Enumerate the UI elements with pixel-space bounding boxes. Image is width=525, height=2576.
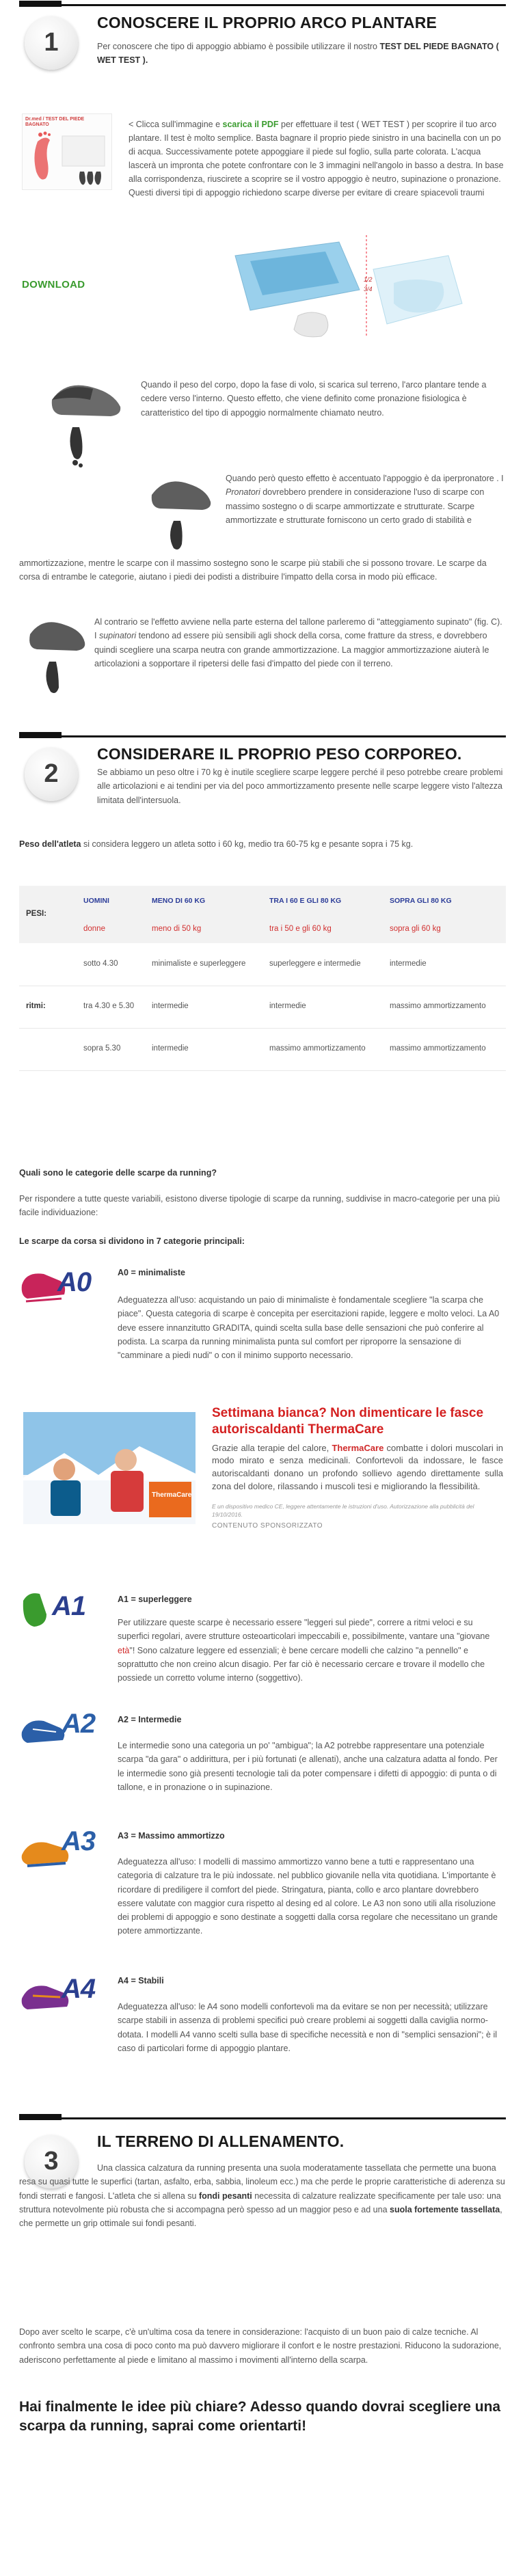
category-title-a2: A2 = Intermedie: [118, 1715, 182, 1724]
a2-badge: [19, 1709, 108, 1757]
table-cell: massimo ammortizzamento: [390, 1002, 486, 1011]
ad-title[interactable]: Settimana bianca? Non dimenticare le fasce autoriscaldanti ThermaCare: [212, 1406, 484, 1437]
weight-rhythm-table: [19, 886, 506, 1071]
footprint-icon: [23, 114, 113, 191]
ad-content: [212, 1405, 503, 1532]
table-cell: superleggere e intermedie: [269, 959, 361, 968]
section-title: CONOSCERE IL PROPRIO ARCO PLANTARE: [97, 14, 438, 31]
table-cell: tra i 50 e gli 60 kg: [269, 925, 332, 934]
foot-mat-illustration: [230, 228, 468, 344]
ad-image: [23, 1412, 196, 1524]
weight-definition: [19, 837, 506, 851]
table-row: [19, 943, 506, 986]
mat-label-half: 1/2: [364, 276, 373, 283]
sheet-header: Dr.med / TEST DEL PIEDE BAGNATO: [25, 117, 85, 127]
supinator-post: tendono ad essere più sensibili agli shock della corsa, come fratture da stress, e dovrebbero quindi scegliere una scarpa neutra con grande ammortizzazione. La maggior ammortizzazione aiuterà le articolazioni a sopportare il ripetersi delle fasi d'impatto del piede con il terreno.: [94, 631, 489, 668]
table-row: [19, 986, 506, 1028]
a1-text-pre: Per utilizzare queste scarpe è necessario essere "leggeri sul piede", correre a ritmi veloci e su superfici regolari, avere strutture osteoarticolari impeccabili e, possibilmente, vantare una "giovane: [118, 1618, 490, 1642]
table-cell: tra 4.30 e 5.30: [83, 1002, 135, 1011]
table-cell: intermedie: [152, 1002, 189, 1011]
neutral-foot-text: Quando il peso del corpo, dopo la fase di volo, si scarica sul terreno, l'arco plantare tende a cedere verso l'interno. Questo effetto, che viene definito come pronazione fisiologica è caratteristico del tipo di appoggio normalmente chiamato neutro.: [141, 380, 487, 418]
category-text-a1: [118, 1616, 506, 1685]
category-title-a1: A1 = superleggere: [118, 1595, 192, 1604]
table-header: SOPRA GLI 80 KG: [390, 896, 452, 905]
category-badge-a3: A3: [62, 1826, 96, 1856]
section-lead: [97, 40, 504, 68]
row-label-pesi: PESI:: [26, 910, 47, 919]
category-text-a4: Adeguatezza all'uso: le A4 sono modelli confortevoli ma da evitare se non per necessità; utilizzare scarpe stabili in assenza di problemi specifici può creare problemi ai soggetti dalla caviglia normo-dotata. I modelli A4 vanno scelti sulla base di specifiche necessità e non di "semplici sensazioni"; è il caso di particolari forme di appoggio plantare.: [118, 2002, 498, 2053]
category-title-a0: A0 = minimaliste: [118, 1268, 185, 1277]
wet-test-instructions: [129, 118, 506, 200]
ad-brand: ThermaCare: [332, 1442, 384, 1453]
pronator-foot-image: [146, 470, 215, 556]
weight-bold: Peso dell'atleta: [19, 839, 81, 849]
supinator-em: supinatori: [98, 631, 137, 641]
closing-heading: Hai finalmente le idee più chiare? Adesso quando dovrai scegliere una scarpa da running, saprai come orientarti!: [19, 2399, 501, 2435]
neutral-foot-image: [45, 372, 126, 475]
table-cell: intermedie: [152, 1044, 189, 1053]
terrain-bold-2: suola fortemente tassellata: [390, 2204, 500, 2214]
supinator-text: [94, 615, 506, 670]
a1-text-red: età: [118, 1645, 130, 1655]
row-label-ritmi: ritmi:: [26, 1002, 46, 1011]
section-divider: [19, 735, 506, 737]
table-cell: massimo ammortizzamento: [390, 1044, 486, 1053]
wet-test-mat-image: [230, 228, 468, 344]
pronator-text-full: ammortizzazione, mentre le scarpe con il massimo sostegno sono le scarpe più stabili che si possono trovare. Le scarpe da corsa di entrambe le categorie, aiutano i piedi dei podisti a distribuire l'impatto della corsa in modo più efficace.: [19, 558, 487, 582]
ad-disclaimer: E un dispositivo medico CE, leggere attentamente le istruzioni d'uso. Autorizzazione alla pubblicità del 19/10/2016.: [212, 1502, 474, 1518]
ad-sponsored-label: CONTENUTO SPONSORIZZATO: [212, 1521, 323, 1530]
table-cell: massimo ammortizzamento: [269, 1044, 366, 1053]
pronator-post: dovrebbero prendere in considerazione l'uso di scarpe con massimo sostegno o di scarpe ammortizzate e strutturate. Scarpe ammortizzate e strutturate forniscono un certo grado di stabilità e: [226, 487, 485, 525]
pronator-text: [226, 472, 506, 527]
section-lead: Se abbiamo un peso oltre i 70 kg è inutile scegliere scarpe leggere perché il peso potrebbe creare problemi alle articolazioni e ai tendini per via del poco ammortizzamento presente nelle scarpe leggere visto l'altezza limitata dell'intersuola.: [97, 768, 503, 805]
mat-label-three-quarters: 3/4: [364, 286, 373, 293]
a1-text-post: "! Sono calzature leggere ed essenziali; è bene cercare modelli che calzino "a pennello" e soprattutto che non creino alcun disagio. Per far ciò è necessario cercare e trovare il modello che possiede un corretto volume interno (soggettivo).: [118, 1645, 485, 1683]
terrain-pre: Una classica calzatura da running presenta una suola moderatamente tassellata che permette una buona resa su quasi tutte le superfici (tartan, asfalto, erba, sabbia, linoleum ecc.) ma che perde le proprie caratteristiche di aderenza su fondi sterrati e fangosi. L'atleta che si allena su: [19, 2163, 505, 2201]
table-cell-empty: [19, 1028, 77, 1070]
sponsored-ad[interactable]: [19, 1404, 506, 1565]
table-cell: intermedie: [269, 1002, 306, 1011]
category-badge-a2: A2: [62, 1709, 96, 1739]
table-cell: minimaliste e superleggere: [152, 959, 246, 968]
table-women-row: [19, 916, 506, 943]
pronator-pre: Quando però questo effetto è accentuato l'appoggio è da iperpronatore . I: [226, 474, 504, 483]
socks-text: Dopo aver scelto le scarpe, c'è un'ultima cosa da tenere in considerazione: l'acquisto di un buon paio di calze tecniche. Al confronto sembra una cosa di poco conto ma può davvero migliorare il confort e le nostre prestazioni. Riducono la sudorazione, aderiscono perfettamente al piede e limitano al massimo i movimenti all'interno della scarpa.: [19, 2327, 502, 2365]
terrain-mid: necessita di calzature realizzate specificamente per tale uso: una struttura notevolmente più robusta che si accompagna però spesso ad un maggior peso e ad una: [19, 2191, 501, 2214]
section-number-badge: 3: [25, 2135, 78, 2188]
table-row: [19, 1028, 506, 1070]
table-cell: donne: [83, 925, 105, 934]
download-link[interactable]: DOWNLOAD: [22, 279, 85, 290]
ad-pack-text: ThermaCare: [152, 1491, 192, 1499]
category-title-a4: A4 = Stabili: [118, 1976, 164, 1985]
section-divider: [19, 4, 506, 6]
intro-post: per effettuare il test ( WET TEST ) per scoprire il tuo arco plantare. Il test è molto semplice. Basta bagnare il proprio piede sinistro in una bacinella con un po di acqua. Successivamente potete appoggiare il piede sul foglio, sulla parte colorata. L'acqua lascerà un impronta che potete confrontare con le 3 immagini nell'angolo in basso a destra. In base alla corrispondenza, riuscirete a scoprire se il vostro appoggio è neutro, supinazione o pronazione. Questi diversi tipi di appoggio richiedono scarpe diverse per evitare di creare spiacevoli traumi: [129, 120, 504, 198]
ad-body: [212, 1442, 503, 1493]
categories-intro: Per rispondere a tutte queste variabili, esistono diverse tipologie di scarpe da running, suddivise in macro-categorie per una più facile individuazione:: [19, 1194, 500, 1218]
section-divider: [19, 2117, 506, 2119]
table-cell: meno di 50 kg: [152, 925, 202, 934]
wet-test-sheet-thumbnail[interactable]: [22, 113, 112, 190]
lead-text: Per conoscere che tipo di appoggio abbiamo è possibile utilizzare il nostro: [97, 42, 380, 51]
terrain-bold-1: fondi pesanti: [198, 2191, 252, 2201]
table-cell: sopra gli 60 kg: [390, 925, 441, 934]
pronator-em: Pronatori: [226, 487, 260, 498]
category-text-a0: Adeguatezza all'uso: acquistando un paio di minimaliste è fondamentale scegliere "la scarpa che piace". Questa categoria di scarpe è concepita per esercitazioni rapide, leggere e molto veloci. La A0 deve essere innanzitutto GRADITA, quindi scelta sulla base delle sensazioni che può conferire al podista. La scarpa da running minimalista punta sul comfort per riproporre la sensazione di "camminare a piedi nudi" o con il minimo supporto necessario.: [118, 1295, 500, 1360]
lead-bold: TEST DEL PIEDE BAGNATO ( WET TEST ).: [97, 42, 499, 66]
supinator-pre: Al contrario se l'effetto avviene nella parte esterna del tallone parleremo di "atteggiamento supinato" (fig. C). I: [94, 617, 502, 641]
table-header: MENO DI 60 KG: [152, 896, 206, 905]
a1-badge: [19, 1587, 108, 1635]
category-badge-a0: A0: [57, 1267, 92, 1297]
terrain-post: , che permette un grip ottimale sui fondi pesanti.: [19, 2204, 502, 2228]
category-badge-a1: A1: [52, 1591, 86, 1621]
section-1-header: [19, 4, 506, 81]
table-header: TRA I 60 E GLI 80 KG: [269, 896, 342, 905]
table-cell: sotto 4.30: [83, 959, 118, 968]
section-2-header: [19, 735, 506, 812]
table-header-row: [19, 886, 506, 916]
section-title: IL TERRENO DI ALLENAMENTO.: [97, 2132, 345, 2150]
supinator-foot-image: [25, 614, 89, 703]
categories-heading: Le scarpe da corsa si dividono in 7 categorie principali:: [19, 1236, 245, 1246]
section-number-badge: 2: [25, 748, 78, 801]
ad-body-pre: Grazie alla terapie del calore,: [212, 1442, 332, 1453]
terrain-text: [19, 2161, 506, 2230]
category-badge-a4: A4: [62, 1974, 96, 2004]
ad-body-post: combatte i dolori muscolari in modo mirato e senza medicinali. Confortevoli da indossare, le fasce autoriscaldanti donano un profondo sollievo agendo direttamente sulla zona del dolore, rilassando i muscoli tesi e migliorando la flessibilità.: [212, 1442, 503, 1492]
section-number-badge: 1: [25, 16, 78, 70]
weight-text: si considera leggero un atleta sotto i 60 kg, medio tra 60-75 kg e pesante sopra i 75 kg.: [81, 839, 414, 849]
category-title-a3: A3 = Massimo ammortizzo: [118, 1831, 225, 1841]
pdf-download-link[interactable]: scarica il PDF: [222, 120, 279, 129]
intro-pre: < Clicca sull'immagine e: [129, 120, 223, 129]
table-header: UOMINI: [83, 896, 109, 905]
category-text-a2: Le intermedie sono una categoria un po' "ambigua"; la A2 potrebbe rappresentare una potenziale scarpa "da gara" o addirittura, per i più fortunati (e allenati), anche una calzatura adatta al fondo. Per le intermedie sono già presenti tecnologie tali da poter compensare i difetti di appoggio: di punta o di tallone, e in pronazione o in supinazione.: [118, 1741, 498, 1792]
category-text-a3: Adeguatezza all'uso: I modelli di massimo ammortizzo vanno bene a tutti e rappresentano una categoria di calzature tra le più indossate. nel pubblico giovanile nella vita quotidiana. L'importante è ricordare di prediligere il comfort del piede. Stringatura, pianta, collo e arco plantare dovrebbero essere valutate con maggior cura rispetto al desing ed al colore. Le A3 non sono utili alla risoluzione dei problemi di appoggio e sono destinate a soggetti dalla corsa regolare che necessitano un grande potere ammortizzante.: [118, 1857, 498, 1936]
a3-badge: [19, 1828, 108, 1875]
categories-question: Quali sono le categorie delle scarpe da running?: [19, 1168, 217, 1178]
table-cell: intermedie: [390, 959, 427, 968]
table-cell-empty: [19, 943, 77, 986]
a0-badge: [19, 1264, 108, 1312]
section-title: CONSIDERARE IL PROPRIO PESO CORPOREO.: [97, 745, 462, 763]
table-cell: sopra 5.30: [83, 1044, 121, 1053]
a4-badge: [19, 1972, 108, 2020]
